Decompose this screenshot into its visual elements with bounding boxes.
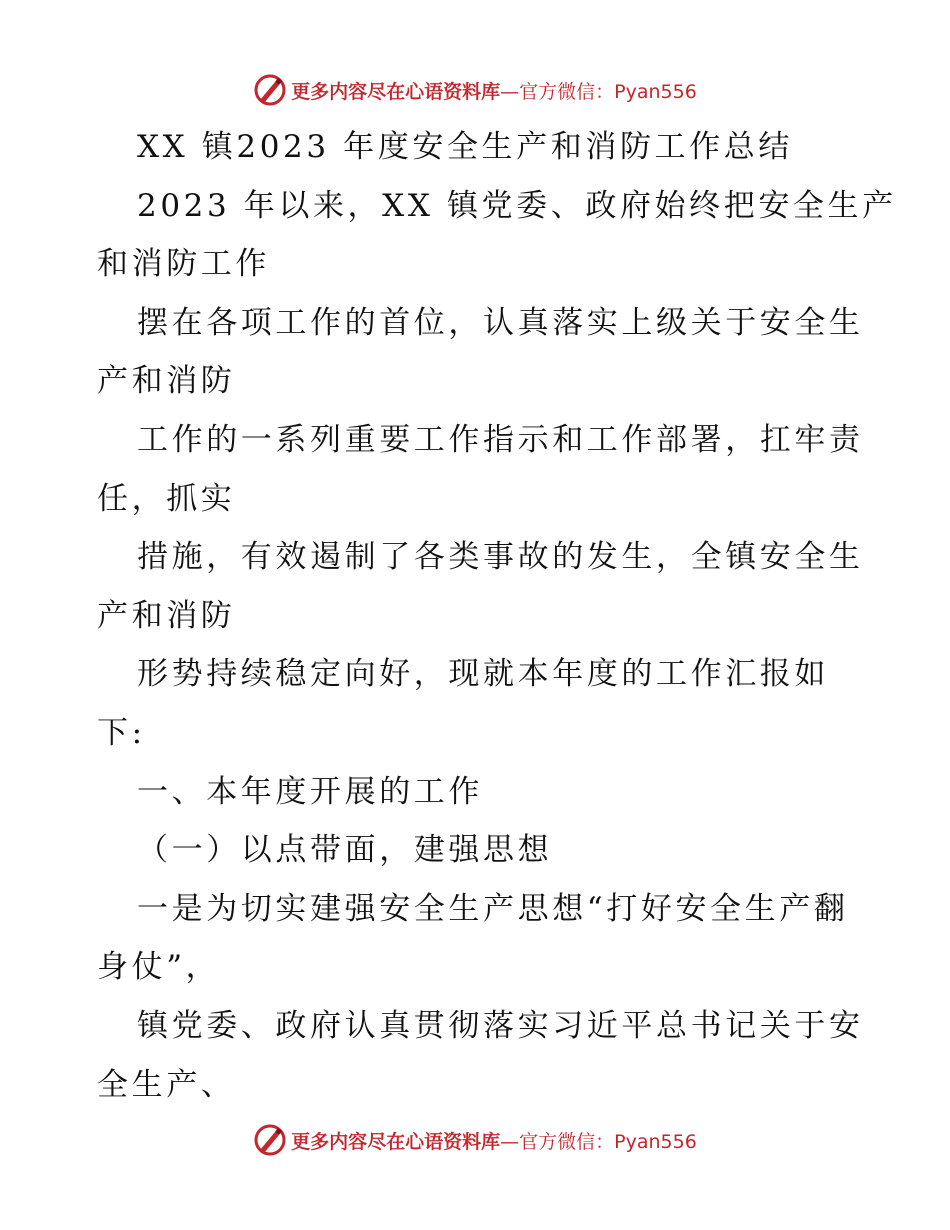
text-line: 措施，有效遏制了各类事故的发生，全镇安全生	[137, 539, 864, 576]
subsection-heading: （一）以点带面，建强思想	[137, 832, 553, 869]
text-line: 产和消防	[97, 597, 236, 634]
pen-circle-logo-icon	[253, 1123, 287, 1157]
watermark-text	[291, 1127, 697, 1154]
text-line: 一是为切实建强安全生产思想“打好安全生产翻	[137, 890, 849, 927]
header-watermark	[0, 70, 950, 110]
watermark-main: 更多内容尽在心语资料库	[291, 1130, 501, 1153]
watermark-separator: —	[500, 1130, 520, 1153]
text-line: 全生产、	[97, 1066, 236, 1103]
watermark-main: 更多内容尽在心语资料库	[291, 80, 501, 103]
watermark-wechat: 官方微信：Pyan556	[519, 1130, 697, 1153]
footer-watermark	[0, 1120, 950, 1160]
section-heading: 一、本年度开展的工作	[137, 773, 483, 810]
text-line: 下:	[97, 714, 146, 751]
watermark-wechat: 官方微信：Pyan556	[519, 80, 697, 103]
text-line: 2023 年以来，XX 镇党委、政府始终把安全生产	[137, 187, 897, 224]
text-line: 和消防工作	[97, 246, 270, 283]
text-line: 任，抓实	[97, 480, 236, 517]
text-line: 镇党委、政府认真贯彻落实习近平总书记关于安	[137, 1007, 864, 1044]
text-line: 摆在各项工作的首位，认真落实上级关于安全生	[137, 304, 864, 341]
watermark-separator: —	[500, 80, 520, 103]
watermark-text	[291, 77, 697, 104]
text-line: 产和消防	[97, 363, 236, 400]
text-line: 工作的一系列重要工作指示和工作部署，扛牢责	[137, 421, 864, 458]
text-line: 形势持续稳定向好，现就本年度的工作汇报如	[137, 656, 829, 693]
text-line: 身仗”，	[97, 949, 221, 986]
document-body	[97, 118, 897, 1114]
document-title: XX 镇2023 年度安全生产和消防工作总结	[137, 129, 793, 165]
pen-circle-logo-icon	[253, 73, 287, 107]
